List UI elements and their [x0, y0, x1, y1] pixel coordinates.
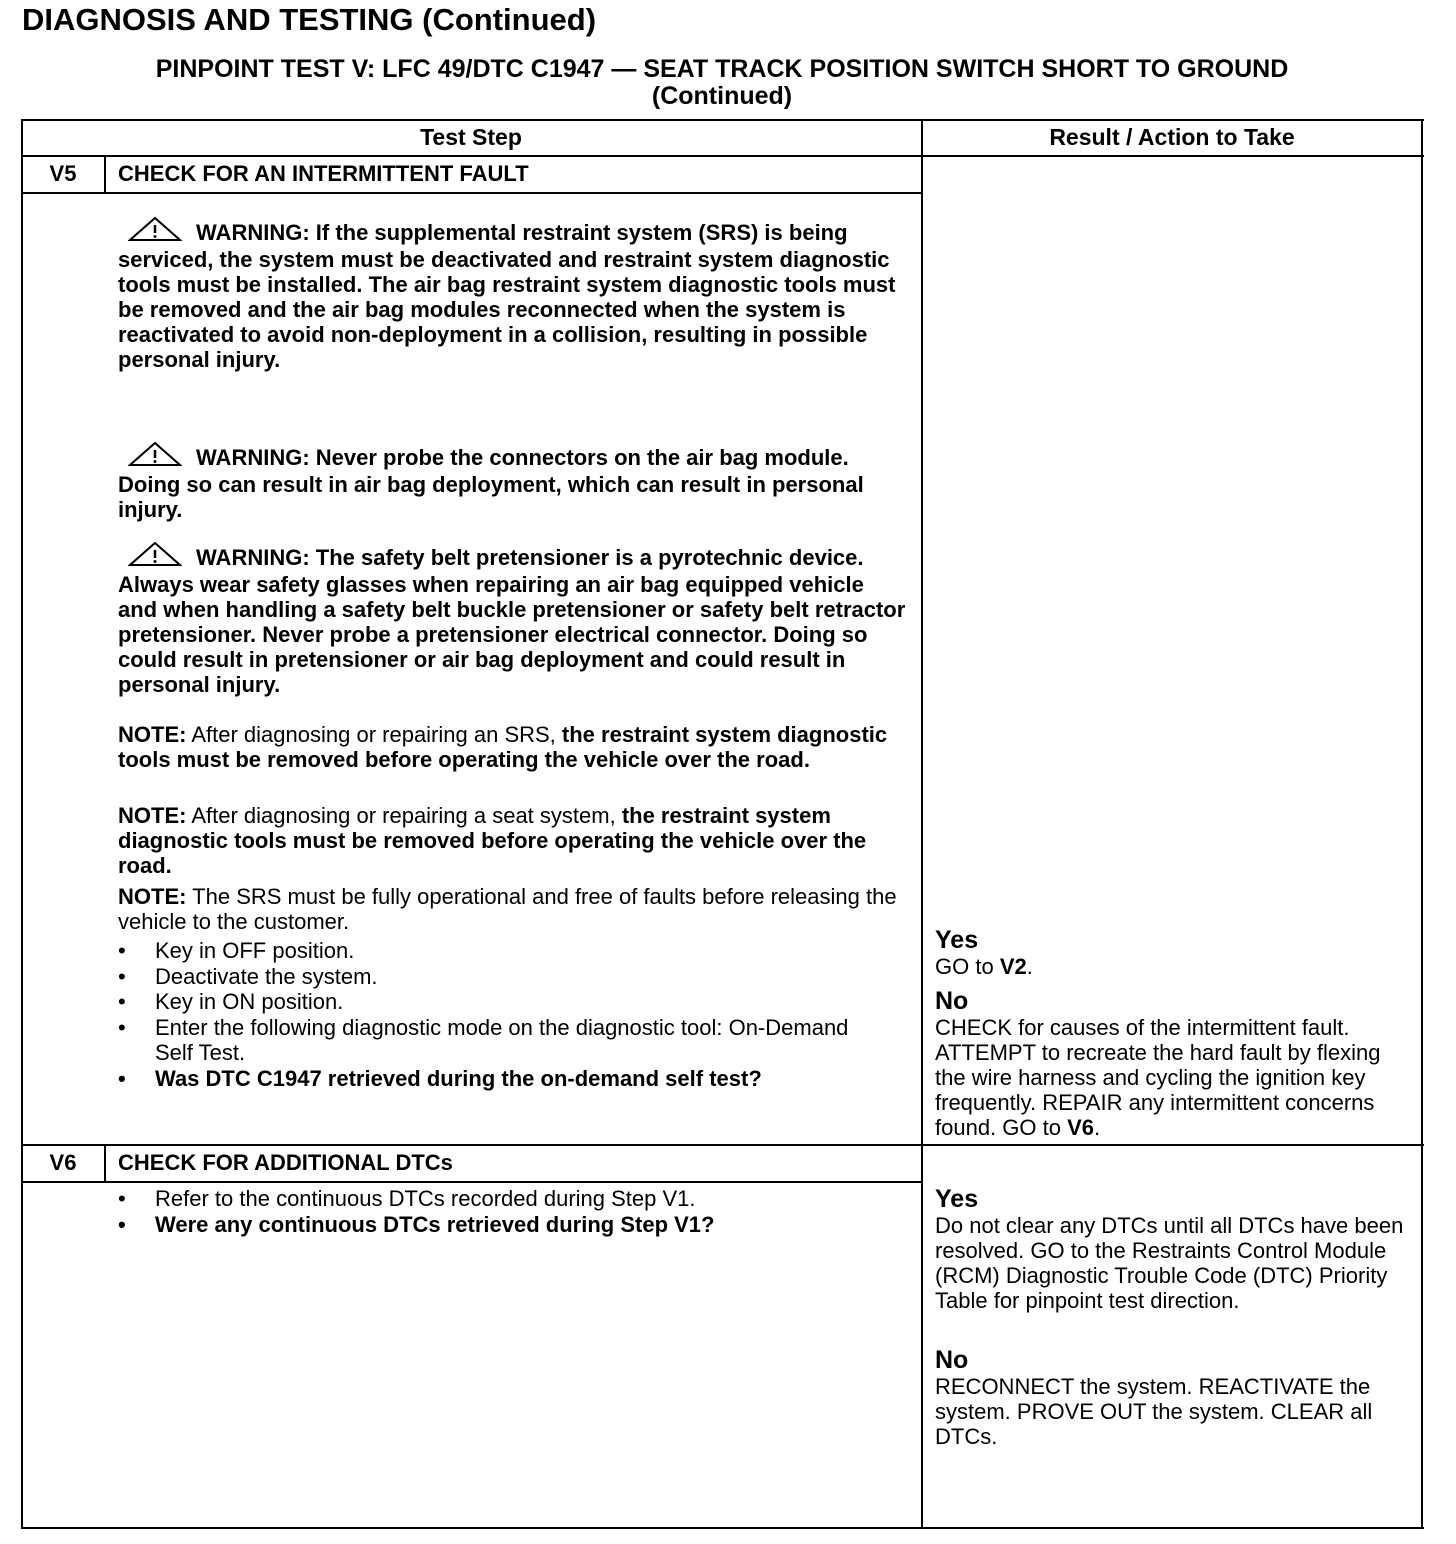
result-no-suffix: .: [1094, 1115, 1101, 1140]
result-yes-label: Yes: [935, 926, 979, 954]
bullet-icon: •: [118, 963, 126, 989]
list-item: [118, 938, 908, 964]
note-plain-text: The SRS must be fully operational and free of faults before releasing the vehicle to the customer.: [118, 884, 897, 934]
list-item-text: Key in OFF position.: [155, 938, 355, 963]
table-border-right: [1421, 119, 1423, 1529]
warning-probe-connectors: [118, 441, 908, 522]
header-test-step: Test Step: [420, 124, 522, 150]
list-item: [118, 1015, 875, 1066]
v5-result-yes: [935, 926, 1425, 979]
result-no-text: CHECK for causes of the intermittent fault. ATTEMPT to recreate the hard fault by flexing the wire harness and cycling the ignition key frequently. REPAIR any intermittent concerns found. GO to: [935, 1015, 1381, 1140]
v6-result-yes: [935, 1185, 1425, 1313]
bullet-icon: •: [118, 1014, 126, 1040]
bullet-icon: •: [118, 1186, 126, 1211]
bullet-icon: •: [118, 989, 126, 1014]
result-yes-suffix: .: [1026, 954, 1033, 979]
warning-pretensioner: [118, 541, 908, 697]
list-item-text: Refer to the continuous DTCs recorded during Step V1.: [155, 1186, 696, 1211]
step-title-v5: CHECK FOR AN INTERMITTENT FAULT: [118, 161, 529, 186]
note-bold-text: the restraint system diagnostic tools must be removed before operating the vehicle over the road.: [118, 803, 867, 878]
warning-triangle-icon: [128, 216, 182, 247]
v6-result-no: [935, 1346, 1425, 1449]
result-no-label: No: [935, 1346, 969, 1374]
v5-steps-list: [118, 938, 908, 1091]
list-item-text: Deactivate the system.: [155, 963, 378, 989]
result-no-action: [935, 1015, 1417, 1140]
warning-text-1: WARNING: If the supplemental restraint system (SRS) is being serviced, the system must be deactivated and restraint system diagnostic tools must be installed. The air bag restraint system diagnostic tools must be removed and the air bag modules reconnected when the system is reactivated to avoid non-deployment in a collision, resulting in possible personal injury.: [118, 220, 896, 372]
v5-result-no: [935, 987, 1425, 1140]
list-item: [118, 1186, 908, 1212]
warning-text-2: WARNING: Never probe the connectors on the air bag module. Doing so can result in air bag deployment, which can result in personal injury.: [118, 445, 864, 522]
bullet-icon: •: [118, 1211, 126, 1237]
list-item: [118, 1066, 908, 1092]
list-item-text: Were any continuous DTCs retrieved during Step V1?: [155, 1211, 715, 1237]
step-ref-v2: V2: [999, 954, 1027, 979]
list-item-text: Was DTC C1947 retrieved during the on-demand self test?: [155, 1065, 762, 1091]
table-border-bottom: [21, 1527, 1424, 1529]
step-id-v6: V6: [49, 1150, 77, 1175]
note-plain-text: After diagnosing or repairing an SRS,: [191, 722, 556, 747]
pinpoint-test-continued: (Continued): [651, 82, 793, 110]
list-item: [118, 989, 908, 1015]
result-yes-action: [935, 954, 1425, 979]
step-row-divider: [21, 1144, 1424, 1146]
result-yes-text: Do not clear any DTCs until all DTCs have been resolved. GO to the Restraints Control Module (RCM) Diagnostic Trouble Code (DTC) Priority Table for pinpoint test direction.: [935, 1213, 1404, 1313]
v6-title-divider: [21, 1181, 923, 1183]
list-item-text: Enter the following diagnostic mode on the diagnostic tool: On-Demand Self Test.: [155, 1014, 849, 1065]
warning-triangle-icon: [128, 441, 182, 472]
pinpoint-test-title: PINPOINT TEST V: LFC 49/DTC C1947 — SEAT TRACK POSITION SWITCH SHORT TO GROUND: [155, 55, 1289, 83]
bullet-icon: •: [118, 1065, 126, 1091]
note-label: NOTE:: [118, 884, 187, 909]
warning-srs-deactivate: [118, 216, 908, 372]
page-title: DIAGNOSIS AND TESTING (Continued): [22, 2, 597, 37]
header-result-action: Result / Action to Take: [1049, 124, 1295, 150]
warning-text-3: WARNING: The safety belt pretensioner is a pyrotechnic device. Always wear safety glasses when repairing an air bag equipped vehicle and when handling a safety belt buckle pretensioner or safety belt retractor pretensioner. Never probe a pretensioner electrical connector. Doing so could result in pretensioner or air bag deployment and could result in personal injury.: [118, 545, 906, 697]
note-srs-operational: [118, 884, 908, 934]
v5-title-divider: [21, 192, 923, 194]
note-label: NOTE:: [118, 722, 187, 747]
result-yes-prefix: GO to: [935, 954, 994, 979]
list-item-text: Key in ON position.: [155, 989, 344, 1014]
note-plain-text: After diagnosing or repairing a seat system,: [191, 803, 616, 828]
column-divider: [921, 119, 923, 1529]
table-border-top: [21, 119, 1424, 121]
list-item: [118, 1212, 908, 1238]
note-label: NOTE:: [118, 803, 187, 828]
header-row-divider: [21, 155, 1424, 157]
note-after-srs-repair: [118, 722, 908, 772]
table-border-left: [21, 119, 23, 1529]
warning-triangle-icon: [128, 541, 182, 572]
step-title-v6: CHECK FOR ADDITIONAL DTCs: [118, 1150, 453, 1175]
result-no-label: No: [935, 987, 969, 1015]
result-yes-label: Yes: [935, 1185, 979, 1213]
bullet-icon: •: [118, 938, 126, 963]
v6-steps-list: [118, 1186, 908, 1237]
step-id-v5: V5: [49, 161, 77, 186]
result-no-text: RECONNECT the system. REACTIVATE the system. PROVE OUT the system. CLEAR all DTCs.: [935, 1374, 1373, 1449]
note-bold-text: the restraint system diagnostic tools must be removed before operating the vehicle over the road.: [118, 722, 888, 772]
note-after-seat-repair: [118, 803, 908, 878]
step-ref-v6: V6: [1067, 1115, 1095, 1140]
list-item: [118, 964, 908, 990]
